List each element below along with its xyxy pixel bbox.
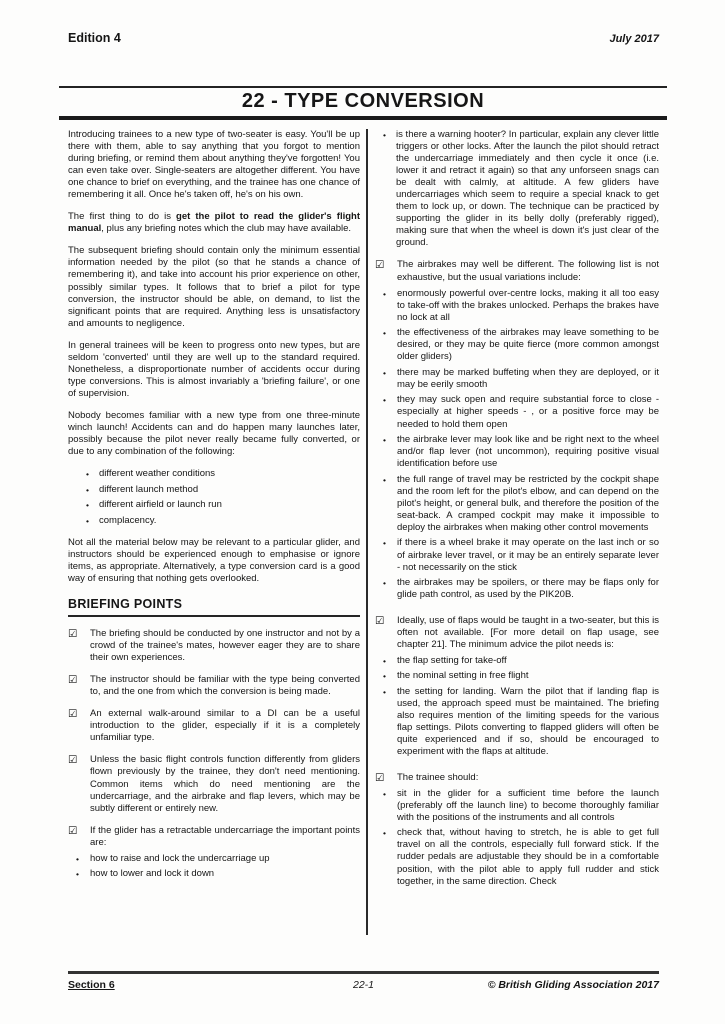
paragraph: In general trainees will be keen to progress onto new types, but are seldom 'converted' until they are well up to the standard required. Nonetheless, a disproportionate number of accidents occur during type conversions. This is almost invariably a 'briefing failure', or one of supervision. [68,339,360,399]
paragraph: Nobody becomes familiar with a new type from one three-minute winch launch! Accidents can and do happen many launches later, possibly because the pilot never really became fully converted, or due to any combination of the following: [68,409,360,458]
briefing-point [68,825,360,884]
title-block [59,86,667,120]
briefing-point-body [383,259,659,604]
bullet-icon: • [383,474,386,485]
page-title: 22 - TYPE CONVERSION [241,90,485,112]
bullet-list [375,129,659,249]
list-item [383,686,659,758]
list-item-text: the flap setting for take-off [397,654,507,666]
briefing-point-body [90,628,360,664]
briefing-point-text: If the glider has a retractable undercarriage the important points are: [90,824,360,848]
briefing-point-body [383,771,659,891]
checked-checkbox-icon: ☑ [68,628,78,641]
list-item [383,655,659,667]
list-item-text: complacency. [99,514,157,526]
title-rule-bottom [59,116,667,120]
list-item-text: check that, without having to stretch, he is able to get full travel on all the controls, especially full forward stick. If the rudder pedals are adjustable they should be in a comfortable position, with the pilot able to apply full rudder and stick together, in the same direction. Check [397,827,659,887]
footer-copyright: © British Gliding Association 2017 [487,979,659,991]
bullet-icon: • [86,469,89,480]
checked-checkbox-icon: ☑ [68,824,78,837]
bullet-icon: • [383,828,386,839]
briefing-point [375,259,659,604]
list-item-text: how to raise and lock the undercarriage up [90,852,270,864]
list-item [383,670,659,682]
list-item [383,327,659,363]
paragraph: The subsequent briefing should contain only the minimum essential information needed by the pilot (so that he stands a chance of remembering it), and take into account his prior experience on other, possibly similar types. It follows that to brief a pilot for type conversion, the instructor should be able, on demand, to list the significant points that are required. Anything less is unsatisfactory and amounts to negligence. [68,245,360,329]
column-divider [366,129,368,935]
bullet-icon: • [383,671,386,682]
footer-section-label: Section 6 [68,979,115,991]
date-label: July 2017 [609,33,659,45]
list-item [383,288,659,324]
briefing-point [68,754,360,814]
list-item-text: is there a warning hooter? In particular, explain any clever little triggers or other locks. After the launch the pilot should retract the undercarriage immediately and then cycle it once (i.e. lower it and retract it again) so that any unforseen snags can be dealt with calmly, at altitude. A few gliders have undercarriages which seem to require a special knack to get them to lock up, or down. The technique can be practiced by supporting the glider in its belly dolly (preferably rigged), making sure that when the wheel is down it's just clear of the ground. [396,129,659,249]
briefing-point-body [76,824,360,884]
briefing-point-text: The airbrakes may well be different. The following list is not exhaustive, but the usual variations include: [397,259,659,283]
list-item-text: enormously powerful over-centre locks, making it all too easy to take-off with the brakes unlocked. Perhaps the brakes have no lock at all [397,287,659,323]
briefing-point-body [90,754,360,814]
list-item-text: the setting for landing. Warn the pilot that if landing flap is used, the approach speed must be maintained. The briefing also requires mention of the limiting speeds for the various flap settings. Pilots converting to flapped gliders will often be quite experienced and if so, should be encouraged to experiment with the flaps at altitude. [397,685,659,758]
paragraph: Introducing trainees to a new type of two-seater is easy. You'll be up there with them, able to say anything that you forgot to mention during briefing, or remind them about anything they've forgotten! You can even take over. Single-seaters are altogether different. You have one chance to brief on everything, and the trainee has one chance of remembering it all. Once he's taken off, he's on his own. [68,129,360,201]
briefing-point-body [90,708,360,744]
list-item-text: they may suck open and require substantial force to close - especially at higher speeds - , or a positive force may be needed to hold them open [397,394,659,430]
briefing-point-text: Ideally, use of flaps would be taught in a two-seater, but this is often not available. [For more detail on flap usage, see chapter 21]. The minimum advice the pilot needs is: [397,614,659,650]
bullet-icon: • [86,484,89,495]
bullet-icon: • [383,655,386,666]
briefing-point [68,628,360,664]
list-item [76,853,360,865]
bullet-icon: • [86,500,89,511]
bullet-icon: • [383,538,386,549]
list-item [383,788,659,824]
bullet-list [76,853,360,881]
list-item [86,468,360,480]
list-item-text: the airbrakes may be spoilers, or there may be flaps only for glide path control, as used by the PIK20B. [397,577,659,601]
list-item-text: the effectiveness of the airbrakes may leave something to be desired, or they may be quite fierce (more common amongst older gliders) [397,327,659,363]
briefing-point [375,615,659,762]
body-columns [68,129,659,935]
bullet-icon: • [383,367,386,378]
bullet-icon: • [383,130,386,140]
briefing-point-text: An external walk-around similar to a DI can be a useful introduction to the glider, especially if it is a completely unfamiliar type. [90,708,360,744]
list-item-text: the nominal setting in free flight [397,670,529,682]
briefing-point-text: Unless the basic flight controls function differently from gliders flown previously by the trainee, they don't need mentioning. Common items which do need mentioning are the undercarriage, and the airbrake and flap levers, which may be subtly different or entirely new. [90,754,360,814]
briefing-point [375,772,659,891]
briefing-point-text: The briefing should be conducted by one instructor and not by a crowd of the trainee's mates, however eager they are to share their own experiences. [90,628,360,664]
briefing-point [68,708,360,744]
checked-checkbox-icon: ☑ [68,674,78,687]
list-item-text: if there is a wheel brake it may operate on the last inch or so of airbrake lever travel, or it may be an entirely separate lever - not necessarily on the stick [397,537,659,573]
page-footer [68,979,659,991]
briefing-point-body [90,674,360,698]
briefing-point [68,674,360,698]
list-item [76,868,360,880]
bold-text-segment: get the pilot to read the glider's flight manual [68,211,360,235]
bullet-icon: • [383,395,386,406]
list-item-text: different launch method [99,483,199,495]
list-item-text: different weather conditions [99,468,216,480]
bullet-list [383,655,659,758]
briefing-point-text: The instructor should be familiar with the type being converted to, and the one from which the conversion is being made. [90,674,360,698]
text-segment: , plus any briefing notes which the club may have available. [101,223,352,235]
bullet-icon: • [86,515,89,526]
left-column [68,129,360,935]
list-item [383,827,659,887]
list-item [383,474,659,534]
list-item-text: sit in the glider for a sufficient time before the launch (preferably off the launch line) to become thoroughly familiar with the positions of the instruments and all controls [397,787,659,823]
bullet-icon: • [383,288,386,299]
bullet-icon: • [76,853,79,864]
paragraph [68,211,360,235]
checked-checkbox-icon: ☑ [375,259,385,272]
checked-checkbox-icon: ☑ [68,708,78,721]
bullet-list [383,788,659,888]
list-item [383,537,659,573]
title-rule-top [59,86,667,88]
list-item [383,367,659,391]
list-item [86,499,360,511]
list-item [86,484,360,496]
footer-page-number: 22-1 [352,979,374,991]
list-item-text: how to lower and lock it down [90,868,215,880]
bullet-icon: • [76,869,79,880]
checked-checkbox-icon: ☑ [68,754,78,767]
list-item [383,394,659,430]
checked-checkbox-icon: ☑ [375,771,385,784]
list-item [383,129,659,249]
list-item [383,434,659,470]
briefing-point-text: The trainee should: [397,771,479,783]
bullet-icon: • [383,435,386,446]
list-item-text: the full range of travel may be restricted by the cockpit shape and the room left for the pilot's elbow, and can depend on the pilot's height, or general bulk, and therefore the position of the seat-back. A cramped cockpit may make it impossible to deploy the airbrakes when making other control movements [397,473,659,533]
list-item [86,515,360,527]
section-heading: BRIEFING POINTS [68,598,360,617]
bullet-icon: • [383,328,386,339]
footer-rule [68,971,659,974]
page-header [68,31,659,45]
list-item-text: the airbrake lever may look like and be right next to the wheel and/or flap lever (not uncommon), requiring positive visual identification before use [397,434,659,470]
bullet-icon: • [383,788,386,799]
bullet-list [383,288,659,602]
list-item-text: different airfield or launch run [99,499,222,511]
text-segment: The first thing to do is [68,211,177,223]
list-item-text: there may be marked buffeting when they are deployed, or it may be eerily smooth [397,366,659,390]
bullet-icon: • [383,578,386,589]
paragraph: Not all the material below may be relevant to a particular glider, and instructors should be experienced enough to emphasise or ignore items, as appropriate. Alternatively, a type conversion card is a good way of ensuring that nothing gets overlooked. [68,536,360,584]
edition-label: Edition 4 [68,31,121,45]
right-column [375,129,659,935]
checked-checkbox-icon: ☑ [375,614,385,627]
briefing-point-body [383,614,659,762]
list-item [383,577,659,601]
bullet-icon: • [383,686,386,697]
bullet-list [68,468,360,527]
